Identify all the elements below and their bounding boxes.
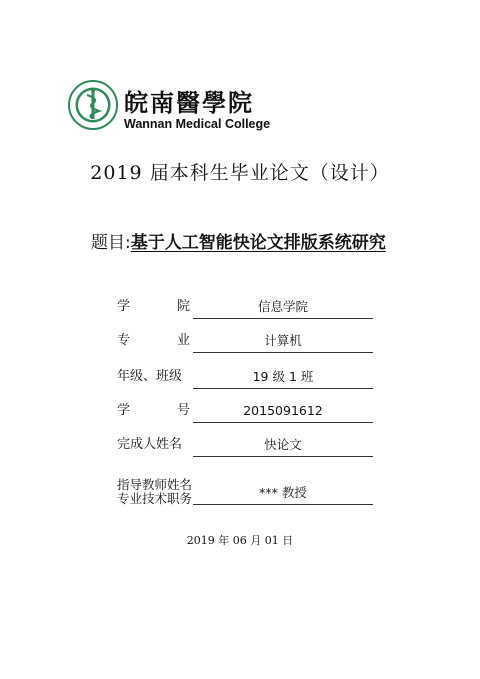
field-label: 学 院 xyxy=(117,299,190,314)
school-name-en: Wannan Medical College xyxy=(124,117,271,131)
field-label: 指导教师姓名 专业技术职务 xyxy=(117,477,193,506)
submission-date: 2019 年 06 月 01 日 xyxy=(186,534,294,547)
field-label: 年级、班级 xyxy=(117,369,183,384)
school-name-cn: 皖南醫學院 xyxy=(124,88,254,117)
field-row-college xyxy=(117,296,377,318)
field-value-author: 快论文 xyxy=(193,434,373,457)
field-row-author xyxy=(117,434,377,456)
thesis-topic xyxy=(91,228,386,253)
field-value-grade-class: 19 级 1 班 xyxy=(193,366,373,389)
field-value-advisor: *** 教授 xyxy=(193,482,373,505)
field-value-major: 计算机 xyxy=(193,330,373,353)
field-row-major xyxy=(117,330,377,352)
page-title: 2019 届本科生毕业论文（设计） xyxy=(90,162,390,184)
medical-emblem-icon xyxy=(68,80,118,130)
field-value-college: 信息学院 xyxy=(193,296,373,319)
field-value-student-id: 2015091612 xyxy=(193,400,373,423)
topic-value: 基于人工智能快论文排版系统研究 xyxy=(130,233,386,253)
field-row-student-id xyxy=(117,400,377,422)
field-row-grade-class xyxy=(117,366,377,388)
field-label: 完成人姓名 xyxy=(117,437,183,452)
field-label: 学 号 xyxy=(117,403,190,418)
field-row-advisor xyxy=(117,478,377,504)
field-label: 专 业 xyxy=(117,333,190,348)
topic-label: 题目: xyxy=(91,233,131,253)
